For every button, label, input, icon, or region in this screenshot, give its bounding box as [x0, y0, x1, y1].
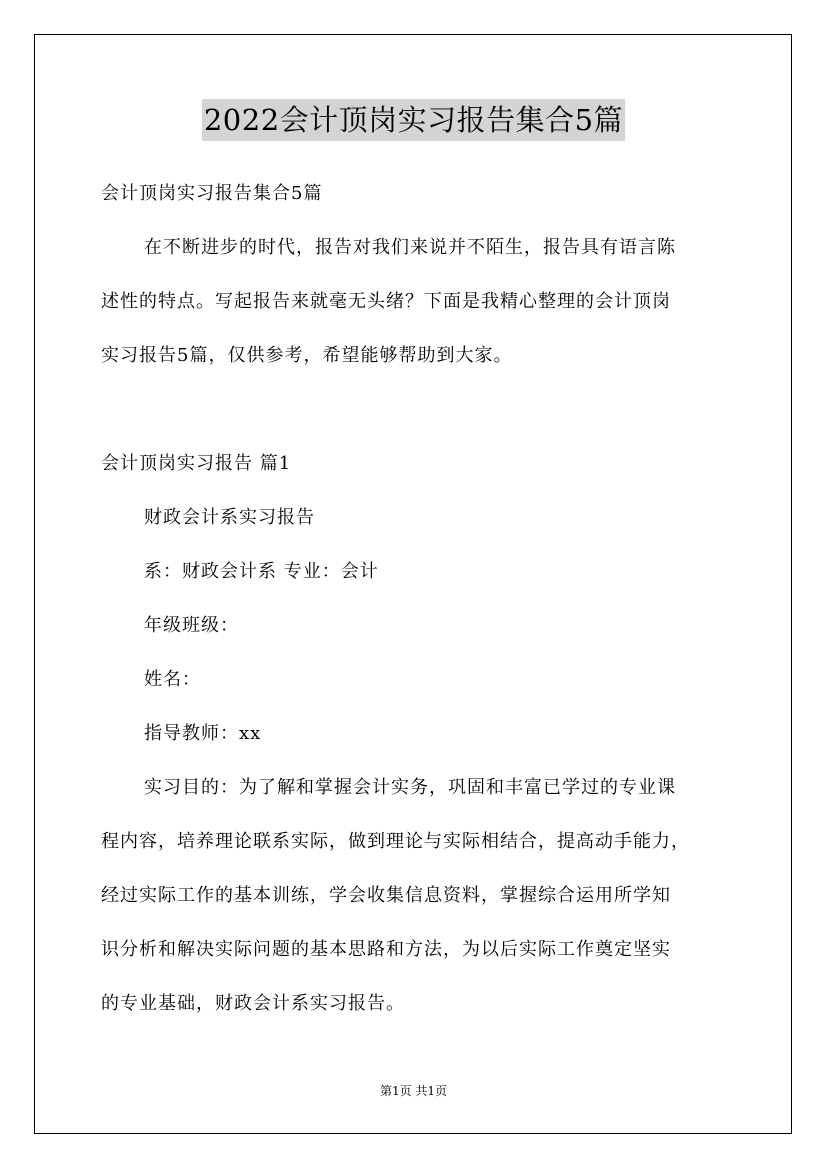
title-block — [0, 99, 827, 141]
section-heading: 会计顶岗实习报告 篇1 — [101, 453, 292, 474]
intro-line-1: 在不断进步的时代，报告对我们来说并不陌生，报告具有语言陈 — [144, 237, 676, 258]
department-line: 系：财政会计系 专业：会计 — [144, 561, 379, 582]
purpose-line-2: 程内容，培养理论联系实际，做到理论与实际相结合，提高动手能力， — [101, 831, 690, 852]
report-title-line: 财政会计系实习报告 — [144, 507, 315, 528]
intro-line-2: 述性的特点。写起报告来就毫无头绪？下面是我精心整理的会计顶岗 — [101, 291, 671, 312]
page-number: 第1页 共1页 — [379, 1084, 448, 1098]
purpose-line-5: 的专业基础，财政会计系实习报告。 — [101, 993, 405, 1014]
class-line: 年级班级： — [144, 615, 239, 636]
purpose-line-3: 经过实际工作的基本训练，学会收集信息资料，掌握综合运用所学知 — [101, 885, 671, 906]
purpose-line-4: 识分析和解决实际问题的基本思路和方法，为以后实际工作奠定坚实 — [101, 939, 671, 960]
document-title: 2022会计顶岗实习报告集合5篇 — [202, 99, 625, 141]
intro-line-3: 实习报告5篇，仅供参考，希望能够帮助到大家。 — [101, 345, 513, 366]
advisor-line: 指导教师：xx — [144, 723, 262, 744]
document-subtitle: 会计顶岗实习报告集合5篇 — [101, 183, 323, 204]
purpose-line-1: 实习目的：为了解和掌握会计实务，巩固和丰富已学过的专业课 — [144, 777, 676, 798]
name-line: 姓名： — [144, 669, 201, 690]
